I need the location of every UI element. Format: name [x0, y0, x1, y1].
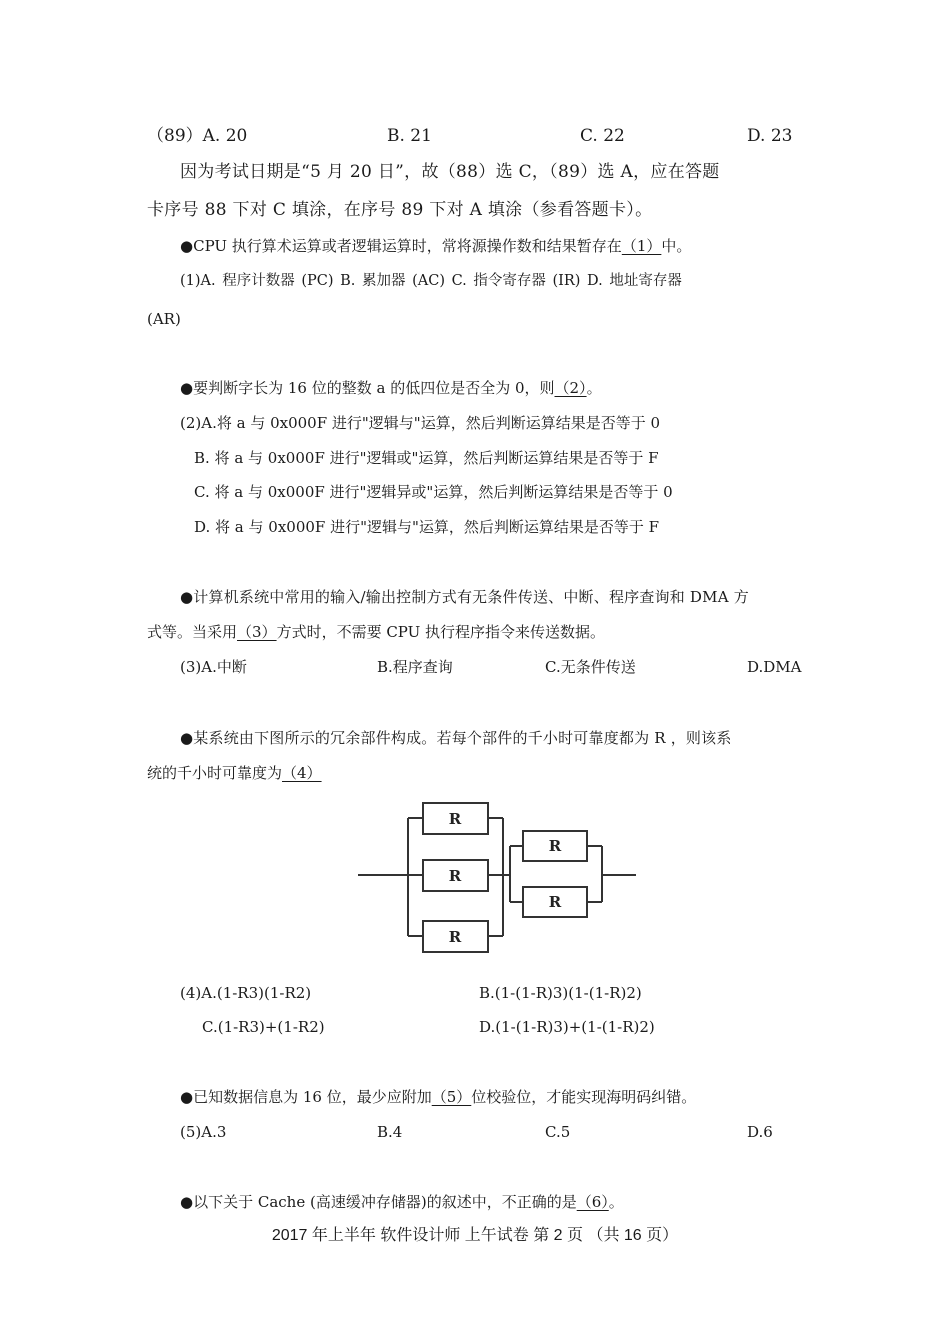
q5-stem-text: ●已知数据信息为 16 位，最少应附加: [180, 1088, 432, 1106]
intro-line-2: 卡序号 88 下对 C 填涂，在序号 89 下对 A 填涂（参看答题卡）。: [147, 200, 653, 220]
component-label-4: R: [548, 837, 562, 855]
component-label-5: R: [548, 893, 562, 911]
q3-option-b: B.程序查询: [377, 658, 453, 676]
q4-option-b: B.(1-(1-R)3)(1-(1-R)2): [479, 984, 642, 1002]
q2-option-d: D. 将 a 与 0x000F 进行"逻辑与"运算，然后判断运算结果是否等于 F: [194, 518, 660, 536]
q4-stem-line-1: ●某系统由下图所示的冗余部件构成。若每个部件的千小时可靠度都为 R ，则该系: [180, 729, 732, 747]
q6-blank: （6）: [576, 1193, 609, 1211]
q3-stem-line-1: ●计算机系统中常用的输入/输出控制方式有无条件传送、中断、程序查询和 DMA 方: [180, 588, 749, 606]
page-footer: 2017 年上半年 软件设计师 上午试卷 第 2 页 （共 16 页）: [271, 1227, 679, 1244]
q2-option-a: (2)A.将 a 与 0x000F 进行"逻辑与"运算，然后判断运算结果是否等于 0: [180, 414, 661, 432]
q3-stem-text: 式等。当采用: [147, 623, 238, 641]
q2-stem-text: ●要判断字长为 16 位的整数 a 的低四位是否全为 0，则: [180, 379, 555, 397]
q4-option-a: (4)A.(1-R3)(1-R2): [180, 984, 312, 1002]
q89-option-c: C. 22: [580, 126, 625, 146]
intro-line-1: 因为考试日期是“5 月 20 日”，故（88）选 C，（89）选 A，应在答题: [180, 162, 720, 182]
redundancy-diagram: [358, 795, 638, 960]
component-label-2: R: [448, 867, 462, 885]
component-label-3: R: [448, 928, 462, 946]
q4-stem-line-2: [147, 763, 322, 783]
q3-option-c: C.无条件传送: [545, 658, 636, 676]
q5-option-d: D.6: [747, 1123, 773, 1141]
q5-option-c: C.5: [545, 1123, 571, 1141]
q6-stem: [180, 1192, 624, 1212]
q4-blank: （4）: [282, 764, 322, 782]
q2-blank: （2）: [554, 379, 587, 397]
q2-stem-tail: 。: [586, 379, 602, 397]
q3-option-a: (3)A.中断: [180, 658, 247, 676]
q1-blank: （1）: [621, 237, 662, 255]
q1-stem-tail: 中。: [661, 237, 692, 255]
q5-option-a: (5)A.3: [180, 1123, 227, 1141]
q6-stem-tail: 。: [608, 1193, 624, 1211]
q2-option-c: C. 将 a 与 0x000F 进行"逻辑异或"运算，然后判断运算结果是否等于 0: [194, 483, 673, 501]
q6-stem-text: ●以下关于 Cache (高速缓冲存储器)的叙述中，不正确的是: [180, 1193, 577, 1211]
q1-options-cont: (AR): [147, 310, 181, 328]
q5-stem-tail: 位校验位，才能实现海明码纠错。: [471, 1088, 697, 1106]
q3-stem-line-2: [147, 622, 605, 642]
component-label-1: R: [448, 810, 462, 828]
q1-stem-text: ●CPU 执行算术运算或者逻辑运算时，常将源操作数和结果暂存在: [180, 237, 622, 255]
q5-option-b: B.4: [377, 1123, 403, 1141]
q5-stem: [180, 1087, 696, 1107]
q3-blank: （3）: [237, 623, 277, 641]
q3-option-d: D.DMA: [747, 658, 802, 676]
q4-option-d: D.(1-(1-R)3)+(1-(1-R)2): [479, 1018, 655, 1036]
q1-stem: [180, 236, 691, 256]
q89-option-d: D. 23: [747, 126, 793, 146]
q89-option-b: B. 21: [387, 126, 432, 146]
q5-blank: （5）: [431, 1088, 472, 1106]
q4-option-c: C.(1-R3)+(1-R2): [202, 1018, 325, 1036]
q1-options: (1)A. 程序计数器 (PC) B. 累加器 (AC) C. 指令寄存器 (IR) D. 地址寄存器: [180, 273, 682, 289]
q4-stem-text: 统的千小时可靠度为: [147, 764, 283, 782]
q2-option-b: B. 将 a 与 0x000F 进行"逻辑或"运算，然后判断运算结果是否等于 F: [194, 449, 659, 467]
q3-stem-tail: 方式时，不需要 CPU 执行程序指令来传送数据。: [276, 623, 606, 641]
q2-stem: [180, 378, 602, 398]
q89-option-a: （89）A. 20: [147, 126, 248, 146]
